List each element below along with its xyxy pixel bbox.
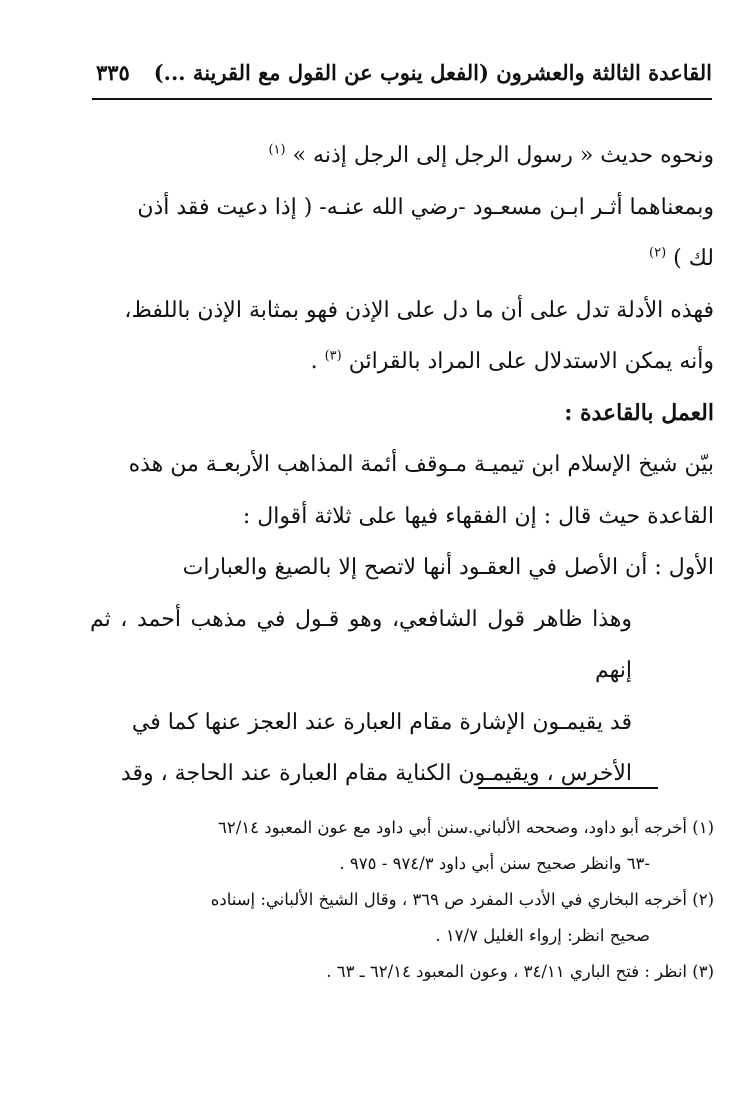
section-heading: العمل بالقاعدة : <box>564 399 714 426</box>
body-line: القاعدة حيث قال : إن الفقهاء فيها على ثلاثة أقوال : <box>242 503 714 529</box>
footnote-reference: (٣) <box>324 348 342 364</box>
body-line: الأول : أن الأصل في العقـود أنها لاتصح إلا بالصيغ والعبارات <box>182 555 714 580</box>
body-line: بيّن شيخ الإسلام ابن تيميـة مـوقف أئمة المذاهب الأربعـة من هذه <box>128 452 714 477</box>
footnotes <box>90 810 714 990</box>
body-line <box>90 130 714 182</box>
body-line <box>90 233 714 285</box>
body-line-text: لك ) <box>673 246 714 271</box>
footnote-line: (١) أخرجه أبو داود، وصححه الألباني.سنن أبي داود مع عون المعبود ٦٢/١٤ <box>217 818 714 837</box>
body-line: وبمعناهما أثـر ابـن مسعـود -رضي الله عنـه- ( إذا دعيت فقد أذن <box>137 194 714 220</box>
footnote-line: (٣) انظر : فتح الباري ٣٤/١١ ، وعون المعبود ٦٢/١٤ ـ ٦٣ . <box>326 962 714 981</box>
body-line-end: . <box>310 349 318 374</box>
running-title: القاعدة الثالثة والعشرون (الفعل ينوب عن القول مع القرينة ...) <box>153 60 712 85</box>
footnote-line: صحيح انظر: إرواء الغليل ١٧/٧ . <box>435 926 650 945</box>
body-line: الأخرس ، ويقيمـون الكناية مقام العبارة عند الحاجة ، وقد <box>120 761 632 786</box>
footnote-rule <box>478 787 658 789</box>
body-line-text: وأنه يمكن الاستدلال على المراد بالقرائن <box>348 349 714 374</box>
footnote-reference: (٢) <box>649 245 667 261</box>
body-text <box>90 130 714 800</box>
header-rule <box>92 98 712 100</box>
page-number: ٣٣٥ <box>96 60 130 85</box>
footnote-reference: (١) <box>268 142 286 158</box>
body-line: فهذه الأدلة تدل على أن ما دل على الإذن فهو بمثابة الإذن باللفظ، <box>124 297 714 323</box>
page-header <box>92 58 712 98</box>
body-line <box>90 336 714 388</box>
footnote-line: -٦٣ وانظر صحيح سنن أبي داود ٩٧٤/٣ - ٩٧٥ . <box>339 854 650 873</box>
body-line: وهذا ظاهر قول الشافعي، وهو قـول في مذهب أحمد ، ثم إنهم <box>90 606 632 683</box>
footnote-line: (٢) أخرجه البخاري في الأدب المفرد ص ٣٦٩ ، وقال الشيخ الألباني: إسناده <box>210 890 714 909</box>
body-line-text: ونحوه حديث « رسول الرجل إلى الرجل إذنه » <box>292 143 714 168</box>
body-line: قد يقيمـون الإشارة مقام العبارة عند العجز عنها كما في <box>131 709 632 735</box>
